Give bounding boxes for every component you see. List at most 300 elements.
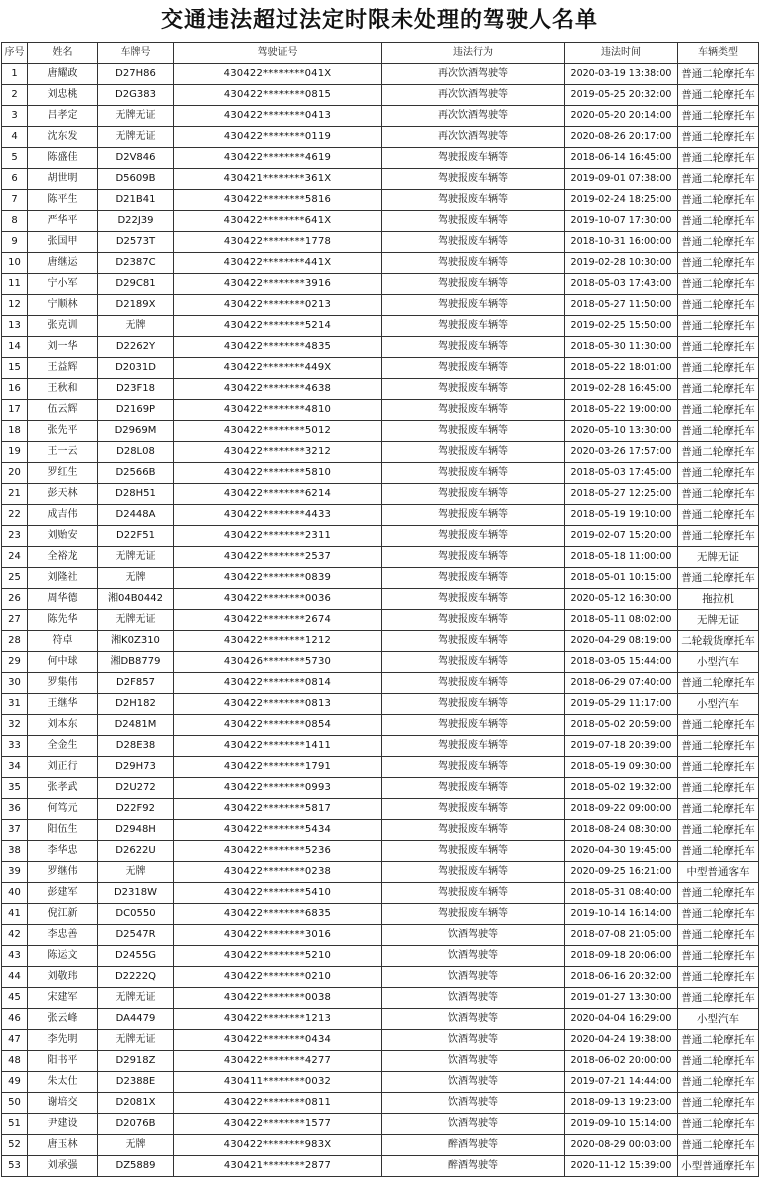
cell-license: 430422********6214: [174, 484, 382, 505]
cell-time: 2020-05-20 20:14:00: [565, 106, 678, 127]
cell-vehicle-type: 普通二轮摩托车: [678, 841, 759, 862]
cell-vehicle-type: 拖拉机: [678, 589, 759, 610]
cell-time: 2020-11-12 15:39:00: [565, 1156, 678, 1177]
cell-time: 2020-05-10 13:30:00: [565, 421, 678, 442]
table-row: [2, 967, 759, 988]
cell-plate: D2448A: [98, 505, 174, 526]
cell-vehicle-type: 普通二轮摩托车: [678, 967, 759, 988]
cell-license: 430422********0815: [174, 85, 382, 106]
cell-plate: D28L08: [98, 442, 174, 463]
cell-time: 2018-05-22 19:00:00: [565, 400, 678, 421]
cell-index: 42: [2, 925, 28, 946]
cell-name: 彭天林: [28, 484, 98, 505]
cell-index: 26: [2, 589, 28, 610]
cell-time: 2018-09-13 19:23:00: [565, 1093, 678, 1114]
cell-name: 张先平: [28, 421, 98, 442]
cell-time: 2019-02-28 16:45:00: [565, 379, 678, 400]
cell-violation: 驾驶报废车辆等: [382, 820, 565, 841]
cell-index: 22: [2, 505, 28, 526]
cell-license: 430422********441X: [174, 253, 382, 274]
cell-license: 430422********0811: [174, 1093, 382, 1114]
cell-time: 2018-05-03 17:45:00: [565, 463, 678, 484]
cell-name: 罗继伟: [28, 862, 98, 883]
cell-plate: D2U272: [98, 778, 174, 799]
cell-vehicle-type: 二轮载货摩托车: [678, 631, 759, 652]
cell-violation: 饮酒驾驶等: [382, 1072, 565, 1093]
cell-plate: 无牌无证: [98, 547, 174, 568]
cell-license: 430422********0854: [174, 715, 382, 736]
cell-name: 吕孝定: [28, 106, 98, 127]
cell-plate: 湘K0Z310: [98, 631, 174, 652]
cell-violation: 驾驶报废车辆等: [382, 778, 565, 799]
cell-violation: 驾驶报废车辆等: [382, 904, 565, 925]
cell-name: 张克训: [28, 316, 98, 337]
cell-index: 34: [2, 757, 28, 778]
cell-license: 430422********1791: [174, 757, 382, 778]
cell-time: 2020-04-30 19:45:00: [565, 841, 678, 862]
cell-index: 31: [2, 694, 28, 715]
cell-name: 全裕龙: [28, 547, 98, 568]
cell-vehicle-type: 普通二轮摩托车: [678, 568, 759, 589]
cell-vehicle-type: 普通二轮摩托车: [678, 169, 759, 190]
cell-vehicle-type: 普通二轮摩托车: [678, 232, 759, 253]
cell-index: 48: [2, 1051, 28, 1072]
cell-license: 430422********0434: [174, 1030, 382, 1051]
cell-name: 沈东发: [28, 127, 98, 148]
cell-name: 刘正行: [28, 757, 98, 778]
cell-time: 2018-07-08 21:05:00: [565, 925, 678, 946]
cell-name: 王继华: [28, 694, 98, 715]
cell-time: 2018-05-27 11:50:00: [565, 295, 678, 316]
cell-license: 430422********4277: [174, 1051, 382, 1072]
cell-name: 陈运文: [28, 946, 98, 967]
cell-license: 430411********0032: [174, 1072, 382, 1093]
cell-vehicle-type: 普通二轮摩托车: [678, 190, 759, 211]
cell-violation: 驾驶报废车辆等: [382, 400, 565, 421]
cell-index: 29: [2, 652, 28, 673]
table-row: [2, 1093, 759, 1114]
cell-vehicle-type: 普通二轮摩托车: [678, 757, 759, 778]
cell-name: 王益辉: [28, 358, 98, 379]
cell-time: 2020-08-26 20:17:00: [565, 127, 678, 148]
cell-plate: D2573T: [98, 232, 174, 253]
cell-license: 430422********641X: [174, 211, 382, 232]
cell-name: 张国甲: [28, 232, 98, 253]
cell-time: 2018-05-30 11:30:00: [565, 337, 678, 358]
cell-name: 严华平: [28, 211, 98, 232]
cell-license: 430422********5810: [174, 463, 382, 484]
cell-violation: 驾驶报废车辆等: [382, 148, 565, 169]
cell-name: 刘忠桃: [28, 85, 98, 106]
table-row: [2, 505, 759, 526]
cell-violation: 饮酒驾驶等: [382, 1093, 565, 1114]
table-row: [2, 526, 759, 547]
cell-index: 38: [2, 841, 28, 862]
cell-license: 430422********6835: [174, 904, 382, 925]
table-row: [2, 820, 759, 841]
table-row: [2, 1156, 759, 1177]
cell-index: 50: [2, 1093, 28, 1114]
cell-vehicle-type: 小型汽车: [678, 1009, 759, 1030]
cell-index: 5: [2, 148, 28, 169]
cell-name: 陈平生: [28, 190, 98, 211]
cell-plate: D2076B: [98, 1114, 174, 1135]
cell-index: 49: [2, 1072, 28, 1093]
cell-license: 430422********3016: [174, 925, 382, 946]
cell-index: 7: [2, 190, 28, 211]
cell-license: 430422********041X: [174, 64, 382, 85]
cell-plate: D2547R: [98, 925, 174, 946]
table-row: [2, 295, 759, 316]
cell-vehicle-type: 普通二轮摩托车: [678, 1114, 759, 1135]
cell-license: 430421********361X: [174, 169, 382, 190]
cell-time: 2020-04-24 19:38:00: [565, 1030, 678, 1051]
cell-plate: 无牌: [98, 568, 174, 589]
cell-index: 21: [2, 484, 28, 505]
cell-time: 2019-01-27 13:30:00: [565, 988, 678, 1009]
cell-violation: 驾驶报废车辆等: [382, 715, 565, 736]
cell-plate: D22F51: [98, 526, 174, 547]
table-row: [2, 190, 759, 211]
cell-violation: 驾驶报废车辆等: [382, 673, 565, 694]
cell-time: 2020-08-29 00:03:00: [565, 1135, 678, 1156]
cell-violation: 醉酒驾驶等: [382, 1156, 565, 1177]
cell-violation: 驾驶报废车辆等: [382, 505, 565, 526]
cell-violation: 驾驶报废车辆等: [382, 883, 565, 904]
cell-plate: 无牌无证: [98, 1030, 174, 1051]
cell-license: 430422********1778: [174, 232, 382, 253]
cell-license: 430422********449X: [174, 358, 382, 379]
table-row: [2, 1030, 759, 1051]
cell-time: 2019-02-24 18:25:00: [565, 190, 678, 211]
cell-index: 18: [2, 421, 28, 442]
cell-plate: D2189X: [98, 295, 174, 316]
cell-name: 罗集伟: [28, 673, 98, 694]
cell-name: 唐继运: [28, 253, 98, 274]
table-row: [2, 316, 759, 337]
cell-time: 2019-05-25 20:32:00: [565, 85, 678, 106]
cell-vehicle-type: 普通二轮摩托车: [678, 274, 759, 295]
cell-time: 2020-09-25 16:21:00: [565, 862, 678, 883]
cell-vehicle-type: 普通二轮摩托车: [678, 883, 759, 904]
cell-index: 14: [2, 337, 28, 358]
cell-time: 2018-05-22 18:01:00: [565, 358, 678, 379]
cell-index: 8: [2, 211, 28, 232]
cell-license: 430422********0238: [174, 862, 382, 883]
cell-vehicle-type: 普通二轮摩托车: [678, 736, 759, 757]
cell-name: 朱太仕: [28, 1072, 98, 1093]
cell-vehicle-type: 无牌无证: [678, 610, 759, 631]
cell-vehicle-type: 普通二轮摩托车: [678, 1051, 759, 1072]
cell-violation: 饮酒驾驶等: [382, 925, 565, 946]
cell-time: 2018-09-18 20:06:00: [565, 946, 678, 967]
cell-time: 2020-03-26 17:57:00: [565, 442, 678, 463]
cell-violation: 驾驶报废车辆等: [382, 190, 565, 211]
cell-violation: 驾驶报废车辆等: [382, 694, 565, 715]
cell-time: 2020-03-19 13:38:00: [565, 64, 678, 85]
cell-time: 2019-10-14 16:14:00: [565, 904, 678, 925]
cell-name: 阳书平: [28, 1051, 98, 1072]
table-row: [2, 64, 759, 85]
cell-vehicle-type: 普通二轮摩托车: [678, 421, 759, 442]
cell-name: 刘承强: [28, 1156, 98, 1177]
cell-vehicle-type: 普通二轮摩托车: [678, 85, 759, 106]
cell-time: 2020-04-04 16:29:00: [565, 1009, 678, 1030]
cell-time: 2018-05-01 10:15:00: [565, 568, 678, 589]
cell-index: 2: [2, 85, 28, 106]
cell-vehicle-type: 普通二轮摩托车: [678, 64, 759, 85]
cell-license: 430422********2537: [174, 547, 382, 568]
cell-time: 2019-02-28 10:30:00: [565, 253, 678, 274]
cell-plate: D27H86: [98, 64, 174, 85]
cell-license: 430422********3916: [174, 274, 382, 295]
cell-violation: 醉酒驾驶等: [382, 1135, 565, 1156]
cell-index: 36: [2, 799, 28, 820]
cell-name: 符卓: [28, 631, 98, 652]
cell-violation: 饮酒驾驶等: [382, 1051, 565, 1072]
cell-vehicle-type: 普通二轮摩托车: [678, 988, 759, 1009]
cell-index: 19: [2, 442, 28, 463]
cell-index: 23: [2, 526, 28, 547]
cell-vehicle-type: 普通二轮摩托车: [678, 526, 759, 547]
cell-plate: D22F92: [98, 799, 174, 820]
cell-vehicle-type: 普通二轮摩托车: [678, 673, 759, 694]
cell-license: 430422********5410: [174, 883, 382, 904]
cell-name: 陈先华: [28, 610, 98, 631]
cell-index: 6: [2, 169, 28, 190]
cell-license: 430422********1577: [174, 1114, 382, 1135]
table-row: [2, 568, 759, 589]
cell-license: 430422********1213: [174, 1009, 382, 1030]
cell-index: 4: [2, 127, 28, 148]
cell-vehicle-type: 普通二轮摩托车: [678, 799, 759, 820]
table-row: [2, 1114, 759, 1135]
cell-name: 李先明: [28, 1030, 98, 1051]
table-row: [2, 421, 759, 442]
cell-violation: 饮酒驾驶等: [382, 988, 565, 1009]
cell-time: 2018-06-14 16:45:00: [565, 148, 678, 169]
cell-vehicle-type: 普通二轮摩托车: [678, 358, 759, 379]
cell-vehicle-type: 普通二轮摩托车: [678, 1072, 759, 1093]
cell-vehicle-type: 普通二轮摩托车: [678, 925, 759, 946]
cell-vehicle-type: 普通二轮摩托车: [678, 337, 759, 358]
cell-license: 430422********5816: [174, 190, 382, 211]
cell-time: 2018-05-02 20:59:00: [565, 715, 678, 736]
cell-license: 430422********2311: [174, 526, 382, 547]
cell-time: 2018-05-19 19:10:00: [565, 505, 678, 526]
cell-vehicle-type: 普通二轮摩托车: [678, 253, 759, 274]
cell-vehicle-type: 普通二轮摩托车: [678, 400, 759, 421]
table-row: [2, 883, 759, 904]
cell-license: 430422********2674: [174, 610, 382, 631]
table-row: [2, 379, 759, 400]
cell-plate: D2388E: [98, 1072, 174, 1093]
cell-index: 43: [2, 946, 28, 967]
cell-index: 46: [2, 1009, 28, 1030]
cell-plate: D2V846: [98, 148, 174, 169]
cell-time: 2018-06-29 07:40:00: [565, 673, 678, 694]
cell-license: 430422********0036: [174, 589, 382, 610]
cell-name: 周华德: [28, 589, 98, 610]
cell-name: 彭建军: [28, 883, 98, 904]
cell-violation: 驾驶报废车辆等: [382, 568, 565, 589]
cell-name: 成吉伟: [28, 505, 98, 526]
cell-vehicle-type: 普通二轮摩托车: [678, 1135, 759, 1156]
cell-name: 李华忠: [28, 841, 98, 862]
cell-vehicle-type: 普通二轮摩托车: [678, 484, 759, 505]
cell-license: 430422********5236: [174, 841, 382, 862]
table-row: [2, 757, 759, 778]
cell-license: 430422********0813: [174, 694, 382, 715]
cell-license: 430422********1212: [174, 631, 382, 652]
header-time: 违法时间: [565, 43, 678, 64]
cell-plate: D22J39: [98, 211, 174, 232]
cell-name: 王一云: [28, 442, 98, 463]
cell-index: 25: [2, 568, 28, 589]
table-row: [2, 547, 759, 568]
cell-license: 430422********0119: [174, 127, 382, 148]
cell-time: 2018-05-31 08:40:00: [565, 883, 678, 904]
cell-time: 2019-10-07 17:30:00: [565, 211, 678, 232]
cell-name: 谢培交: [28, 1093, 98, 1114]
cell-plate: D2031D: [98, 358, 174, 379]
cell-index: 1: [2, 64, 28, 85]
cell-vehicle-type: 普通二轮摩托车: [678, 505, 759, 526]
cell-plate: D29C81: [98, 274, 174, 295]
cell-plate: D2918Z: [98, 1051, 174, 1072]
cell-name: 陈盛佳: [28, 148, 98, 169]
cell-license: 430422********0038: [174, 988, 382, 1009]
table-row: [2, 631, 759, 652]
cell-vehicle-type: 小型汽车: [678, 652, 759, 673]
cell-license: 430422********4638: [174, 379, 382, 400]
cell-index: 24: [2, 547, 28, 568]
cell-time: 2020-05-12 16:30:00: [565, 589, 678, 610]
cell-license: 430422********5817: [174, 799, 382, 820]
cell-vehicle-type: 普通二轮摩托车: [678, 778, 759, 799]
cell-time: 2018-10-31 16:00:00: [565, 232, 678, 253]
cell-license: 430422********0413: [174, 106, 382, 127]
cell-violation: 驾驶报废车辆等: [382, 421, 565, 442]
table-row: [2, 442, 759, 463]
cell-vehicle-type: 小型汽车: [678, 694, 759, 715]
cell-plate: D2969M: [98, 421, 174, 442]
cell-plate: DZ5889: [98, 1156, 174, 1177]
cell-violation: 驾驶报废车辆等: [382, 610, 565, 631]
cell-index: 30: [2, 673, 28, 694]
cell-vehicle-type: 普通二轮摩托车: [678, 148, 759, 169]
cell-name: 胡世明: [28, 169, 98, 190]
cell-violation: 再次饮酒驾驶等: [382, 106, 565, 127]
cell-license: 430422********3212: [174, 442, 382, 463]
table-row: [2, 232, 759, 253]
cell-index: 9: [2, 232, 28, 253]
cell-license: 430422********0814: [174, 673, 382, 694]
cell-time: 2018-05-11 08:02:00: [565, 610, 678, 631]
table-row: [2, 925, 759, 946]
cell-violation: 驾驶报废车辆等: [382, 295, 565, 316]
cell-license: 430422********0839: [174, 568, 382, 589]
cell-vehicle-type: 普通二轮摩托车: [678, 295, 759, 316]
header-row: [2, 43, 759, 64]
table-row: [2, 715, 759, 736]
table-row: [2, 400, 759, 421]
table-row: [2, 673, 759, 694]
cell-vehicle-type: 普通二轮摩托车: [678, 820, 759, 841]
cell-vehicle-type: 普通二轮摩托车: [678, 211, 759, 232]
cell-violation: 驾驶报废车辆等: [382, 379, 565, 400]
cell-name: 张云峰: [28, 1009, 98, 1030]
table-row: [2, 85, 759, 106]
cell-violation: 再次饮酒驾驶等: [382, 127, 565, 148]
cell-license: 430422********5214: [174, 316, 382, 337]
table-row: [2, 1051, 759, 1072]
cell-time: 2019-09-10 15:14:00: [565, 1114, 678, 1135]
cell-violation: 驾驶报废车辆等: [382, 337, 565, 358]
cell-license: 430426********5730: [174, 652, 382, 673]
cell-plate: D2481M: [98, 715, 174, 736]
cell-plate: D2169P: [98, 400, 174, 421]
cell-plate: D28H51: [98, 484, 174, 505]
table-row: [2, 106, 759, 127]
cell-plate: D5609B: [98, 169, 174, 190]
cell-license: 430422********0210: [174, 967, 382, 988]
cell-violation: 驾驶报废车辆等: [382, 484, 565, 505]
table-row: [2, 211, 759, 232]
cell-vehicle-type: 普通二轮摩托车: [678, 316, 759, 337]
cell-plate: 无牌: [98, 862, 174, 883]
table-row: [2, 1009, 759, 1030]
cell-index: 16: [2, 379, 28, 400]
cell-index: 11: [2, 274, 28, 295]
cell-plate: D29H73: [98, 757, 174, 778]
cell-index: 40: [2, 883, 28, 904]
cell-license: 430422********4619: [174, 148, 382, 169]
cell-plate: D2262Y: [98, 337, 174, 358]
cell-time: 2018-05-27 12:25:00: [565, 484, 678, 505]
cell-plate: D28E38: [98, 736, 174, 757]
table-row: [2, 694, 759, 715]
cell-violation: 再次饮酒驾驶等: [382, 85, 565, 106]
table-row: [2, 904, 759, 925]
cell-time: 2018-05-18 11:00:00: [565, 547, 678, 568]
cell-violation: 驾驶报废车辆等: [382, 232, 565, 253]
table-row: [2, 799, 759, 820]
cell-name: 刘一华: [28, 337, 98, 358]
cell-index: 44: [2, 967, 28, 988]
cell-name: 刘贻安: [28, 526, 98, 547]
cell-violation: 驾驶报废车辆等: [382, 442, 565, 463]
cell-vehicle-type: 普通二轮摩托车: [678, 715, 759, 736]
cell-index: 13: [2, 316, 28, 337]
header-violation: 违法行为: [382, 43, 565, 64]
cell-vehicle-type: 无牌无证: [678, 547, 759, 568]
cell-violation: 驾驶报废车辆等: [382, 547, 565, 568]
cell-time: 2018-03-05 15:44:00: [565, 652, 678, 673]
cell-license: 430422********1411: [174, 736, 382, 757]
cell-time: 2018-09-22 09:00:00: [565, 799, 678, 820]
cell-violation: 驾驶报废车辆等: [382, 211, 565, 232]
cell-license: 430422********983X: [174, 1135, 382, 1156]
cell-name: 全金生: [28, 736, 98, 757]
cell-plate: D2455G: [98, 946, 174, 967]
cell-name: 刘敬玮: [28, 967, 98, 988]
cell-index: 35: [2, 778, 28, 799]
cell-license: 430421********2877: [174, 1156, 382, 1177]
cell-violation: 驾驶报废车辆等: [382, 736, 565, 757]
cell-plate: 湘04B0442: [98, 589, 174, 610]
table-row: [2, 148, 759, 169]
